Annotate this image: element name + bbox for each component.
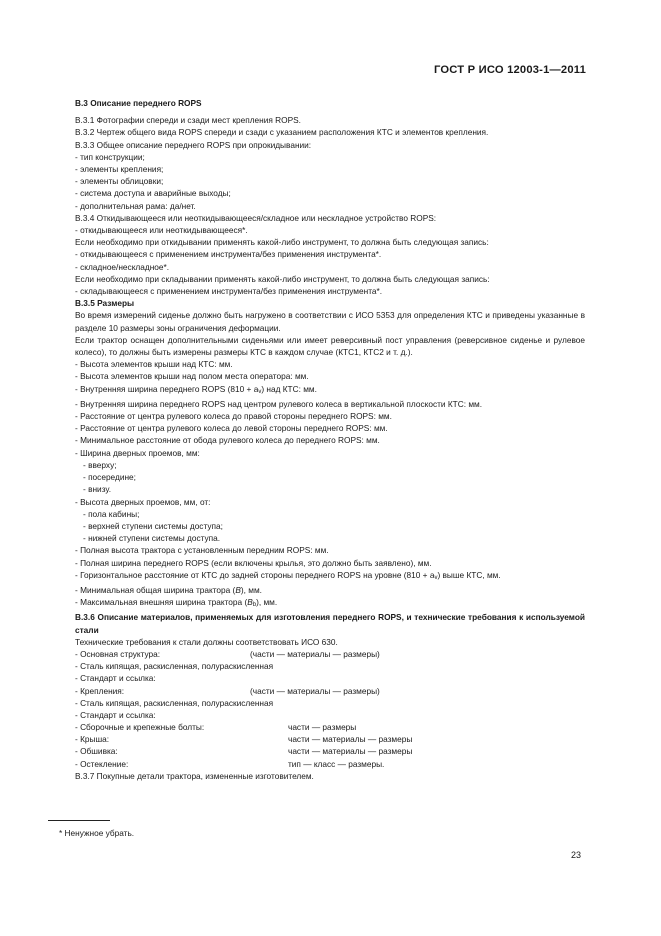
para-b37: B.3.7 Покупные детали трактора, измененные изготовителем. [75,770,314,781]
para-b31: B.3.1 Фотографии спереди и сзади мест крепления ROPS. [75,115,301,126]
list-item: - Высота элементов крыши над полом места оператора: мм. [75,371,309,382]
para-b33: B.3.3 Общее описание переднего ROPS при опрокидывании: [75,139,312,150]
para-b35-intro1: Во время измерений сиденье должно быть нагружено в соответствии с ИСО 5353 для определения КТС и приведены указанные в разделе 10 размеры зоны ограничения деформации. [75,310,585,333]
list-subitem: - посередине; [83,472,136,483]
material-row-label: - Сборочные и крепежные болты: [75,722,205,733]
material-row [75,648,585,660]
material-row-label: - Крыша: [75,734,110,745]
list-item: - откидывающееся с применением инструмента/без применения инструмента*. [75,249,382,260]
list-item: - элементы облицовки; [75,176,164,187]
material-row [75,721,585,733]
list-item: - Минимальное расстояние от обода рулевого колеса до переднего ROPS: мм. [75,435,380,446]
footnote-divider [48,820,110,821]
material-row-label: - Стандарт и ссылка: [75,673,156,684]
para-b34: B.3.4 Откидывающееся или неоткидывающееся/складное или нескладное устройство ROPS: [75,212,437,223]
material-row [75,745,585,757]
list-subitem: - внизу. [83,484,112,495]
material-row [75,709,585,721]
material-row-value: части — материалы — размеры [288,746,413,757]
list-item: - Ширина дверных проемов, мм: [75,447,200,458]
material-row [75,672,585,684]
material-row-label: - Остекление: [75,758,129,769]
list-subitem: - верхней ступени системы доступа; [83,520,223,531]
material-row-value: (части — материалы — размеры) [250,648,380,659]
list-subitem: - вверху; [83,459,117,470]
material-row-value: (части — материалы — размеры) [250,685,380,696]
list-item: - Максимальная внешняя ширина трактора $(B_b)$, мм. [75,597,278,609]
list-item: - элементы крепления; [75,164,164,175]
footnote: * Ненужное убрать. [59,828,135,838]
list-subitem: - пола кабины; [83,508,140,519]
list-item: - Минимальная общая ширина трактора (B), мм. [75,584,262,595]
material-row [75,733,585,745]
para-b32: B.3.2 Чертеж общего вида ROPS спереди и сзади с указанием расположения КТС и элементов крепления. [75,127,489,138]
list-item: - система доступа и аварийные выходы; [75,188,231,199]
material-row [75,758,585,770]
list-item: - тип конструкции; [75,151,145,162]
material-row-label: - Обшивка: [75,746,118,757]
list-item: - Полная ширина переднего ROPS (если включены крылья, это должно быть заявлено), мм. [75,557,432,568]
section-b36-title: B.3.6 Описание материалов, применяемых для изготовления переднего ROPS, и технические требования к используемой стали [75,612,585,635]
list-item: - откидывающееся или неоткидывающееся*. [75,225,248,236]
material-row-value: части — материалы — размеры [288,734,413,745]
list-item: - Высота элементов крыши над КТС: мм. [75,359,233,370]
list-item: - Горизонтальное расстояние от КТС до задней стороны переднего ROPS на уровне $(810 + a_v)$ выше КТС, мм. [75,569,501,581]
material-row [75,697,585,709]
list-item: - Внутренняя ширина переднего ROPS $(810 + a_v)$ над КТС: мм. [75,383,317,395]
list-item: - Полная высота трактора с установленным передним ROPS: мм. [75,545,329,556]
list-item: - Внутренняя ширина переднего ROPS над центром рулевого колеса в вертикальной плоскости КТС: мм. [75,398,483,409]
page-number: 23 [570,850,581,860]
materials-list [75,648,585,770]
list-item: - складное/нескладное*. [75,261,170,272]
page-content [75,97,585,782]
list-item: - Расстояние от центра рулевого колеса до левой стороны переднего ROPS: мм. [75,423,388,434]
material-row-value: части — размеры [288,722,357,733]
list-item: - Расстояние от центра рулевого колеса до правой стороны переднего ROPS: мм. [75,411,392,422]
para-b35-intro2: Если трактор оснащен дополнительными сиденьями или имеет реверсивный пост управления (реверсивное сиденье и рулевое колесо), то должны быть измерены размеры КТС в каждом случае (КТС1, КТС2 и т. д.). [75,334,585,358]
material-row-label: - Сталь кипящая, раскисленная, полураскисленная [75,661,274,672]
list-item: Если необходимо при откидывании применять какой-либо инструмент, то должна быть следующая запись: [75,237,489,248]
material-row-label: - Сталь кипящая, раскисленная, полураскисленная [75,697,274,708]
material-row-label: - Стандарт и ссылка: [75,709,156,720]
material-row [75,685,585,697]
material-row-label: - Крепления: [75,685,125,696]
material-row-value: тип — класс — размеры. [288,758,385,769]
list-item: Если необходимо при складывании применять какой-либо инструмент, то должна быть следующая запись: [75,273,490,284]
list-subitem: - нижней ступени системы доступа. [83,533,221,544]
material-row [75,660,585,672]
para-b36-intro: Технические требования к стали должны соответствовать ИСО 630. [75,636,338,647]
section-b3-title: B.3 Описание переднего ROPS [75,98,202,108]
standard-code: ГОСТ Р ИСО 12003-1—2011 [434,64,586,76]
section-b35-title: B.3.5 Размеры [75,298,135,309]
list-item: - Высота дверных проемов, мм, от: [75,496,211,507]
list-item: - дополнительная рама: да/нет. [75,200,196,211]
material-row-label: - Основная структура: [75,648,161,659]
list-item: - складывающееся с применением инструмента/без применения инструмента*. [75,286,383,297]
